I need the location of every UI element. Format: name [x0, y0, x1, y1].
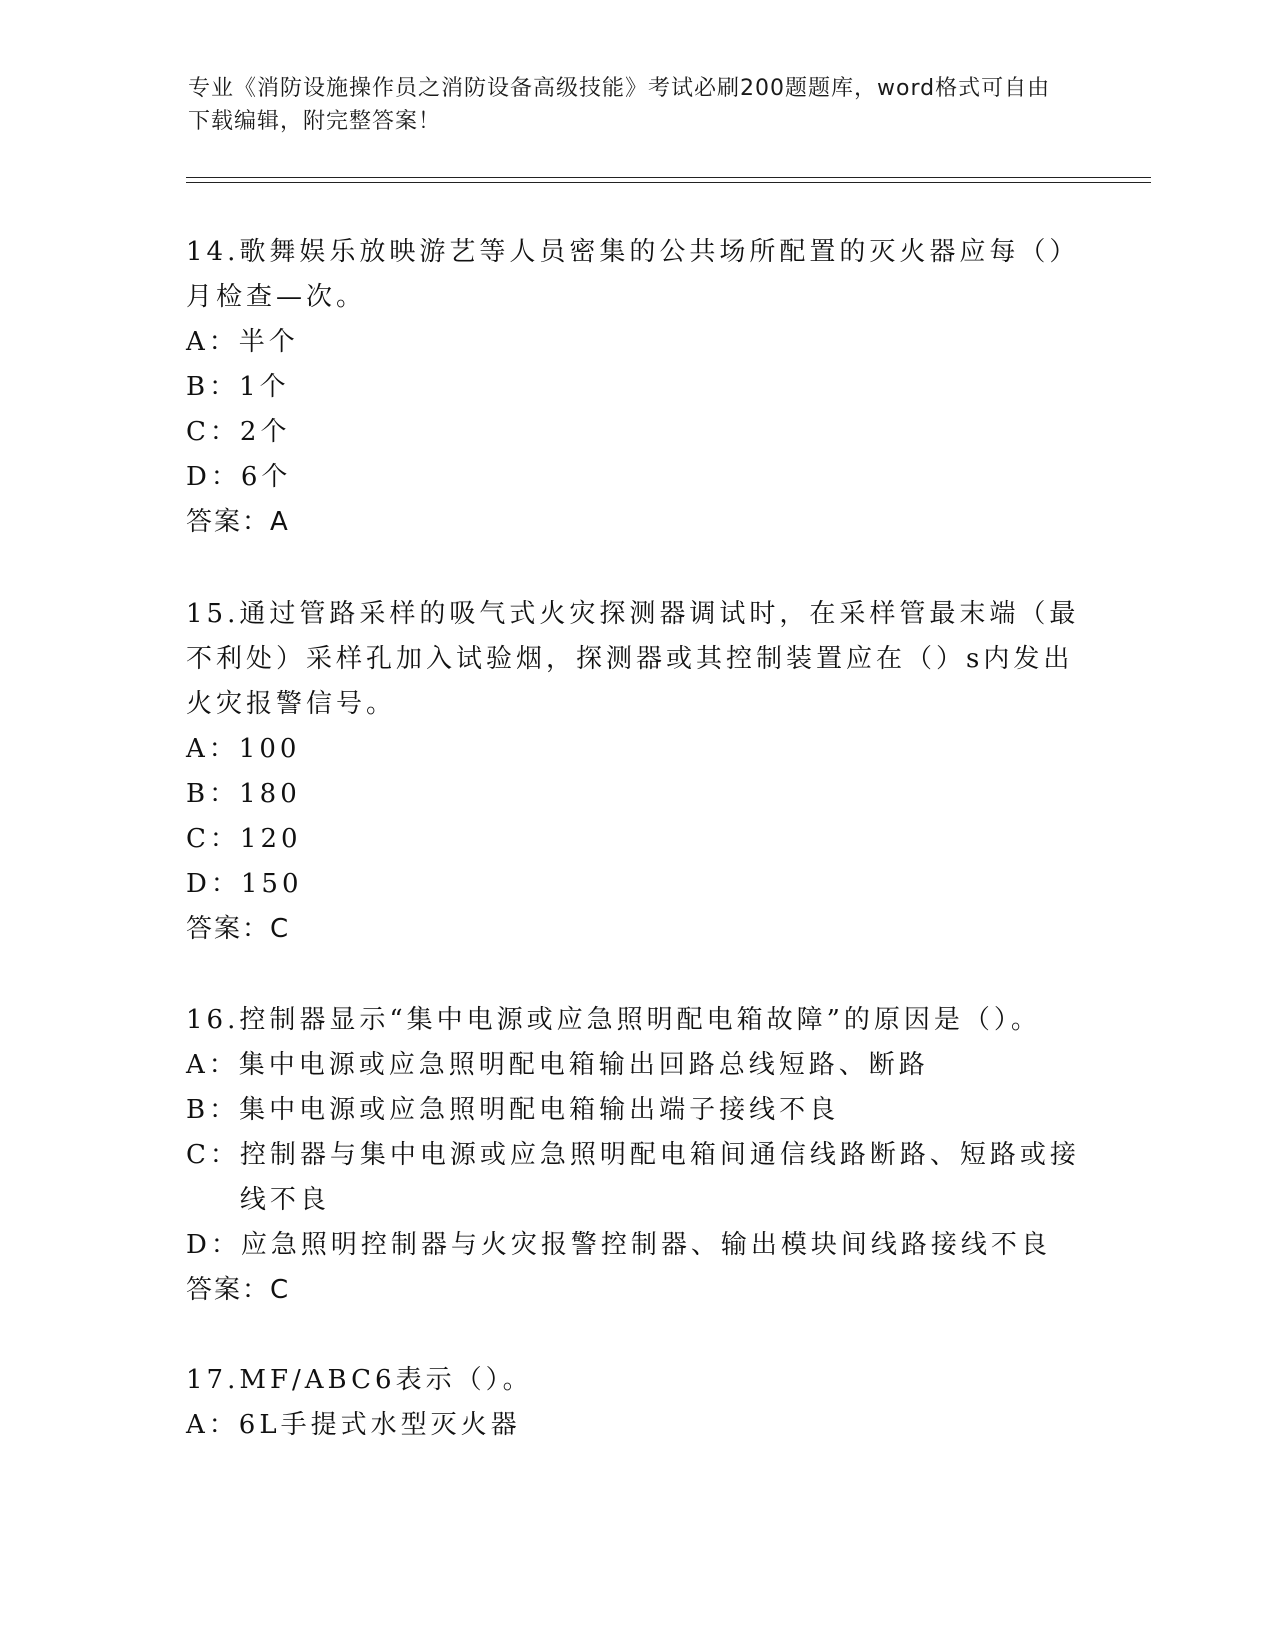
option-key: B： — [186, 779, 240, 809]
option-text: 应急照明控制器与火灾报警控制器、输出模块间线路接线不良 — [240, 1230, 1051, 1260]
option-c — [186, 1133, 1086, 1223]
option-key: D： — [186, 462, 241, 492]
option-key: A： — [186, 327, 239, 357]
option-key: D： — [186, 869, 241, 899]
option-c — [186, 817, 1086, 862]
option-text: 控制器与集中电源或应急照明配电箱间通信线路断路、短路或接线不良 — [239, 1140, 1080, 1215]
document-header: 专业《消防设施操作员之消防设备高级技能》考试必刷200题题库，word格式可自由下载编辑，附完整答案！ — [188, 76, 1051, 134]
option-d — [186, 862, 1086, 907]
option-a — [186, 727, 1086, 772]
question-stem: 14.歌舞娱乐放映游艺等人员密集的公共场所配置的灭火器应每（）月检查—次。 — [186, 237, 1080, 312]
option-key: D： — [186, 1230, 241, 1260]
option-key: C： — [186, 417, 240, 447]
question-17 — [186, 1358, 1086, 1448]
option-key: A： — [186, 734, 239, 764]
question-stem: 17.MF/ABC6表示（）。 — [186, 1365, 533, 1395]
question-14 — [186, 230, 1086, 545]
question-stem: 15.通过管路采样的吸气式火灾探测器调试时，在采样管最末端（最不利处）采样孔加入试验烟，探测器或其控制装置应在（）s内发出火灾报警信号。 — [186, 599, 1080, 719]
option-a — [186, 1043, 1086, 1088]
header-divider-bottom — [186, 182, 1151, 183]
option-b — [186, 365, 1086, 410]
option-a — [186, 1403, 1086, 1448]
option-b — [186, 1088, 1086, 1133]
option-text: 半个 — [238, 327, 299, 357]
option-key: B： — [186, 1095, 240, 1125]
option-text: 120 — [239, 824, 302, 854]
option-a — [186, 320, 1086, 365]
option-text: 6L手提式水型灭火器 — [238, 1410, 521, 1440]
option-text: 2个 — [239, 417, 291, 447]
option-key: A： — [186, 1050, 239, 1080]
option-key: C： — [186, 1140, 240, 1170]
option-text: 150 — [240, 869, 303, 899]
option-text: 集中电源或应急照明配电箱输出端子接线不良 — [239, 1095, 840, 1125]
option-key: A： — [186, 1410, 239, 1440]
option-key: B： — [186, 372, 240, 402]
question-15 — [186, 592, 1086, 952]
option-d — [186, 1223, 1086, 1268]
answer: 答案：C — [186, 1275, 291, 1305]
option-text: 6个 — [240, 462, 292, 492]
answer: 答案：C — [186, 914, 291, 944]
option-b — [186, 772, 1086, 817]
option-key: C： — [186, 824, 240, 854]
option-d — [186, 455, 1086, 500]
option-text: 1个 — [239, 372, 290, 402]
option-text: 100 — [238, 734, 301, 764]
option-c — [186, 410, 1086, 455]
answer: 答案：A — [186, 507, 290, 537]
question-16 — [186, 998, 1086, 1313]
option-text: 集中电源或应急照明配电箱输出回路总线短路、断路 — [238, 1050, 929, 1080]
option-text: 180 — [239, 779, 301, 809]
question-stem: 16.控制器显示“集中电源或应急照明配电箱故障”的原因是（）。 — [186, 1005, 1041, 1035]
header-divider-top — [186, 177, 1151, 178]
